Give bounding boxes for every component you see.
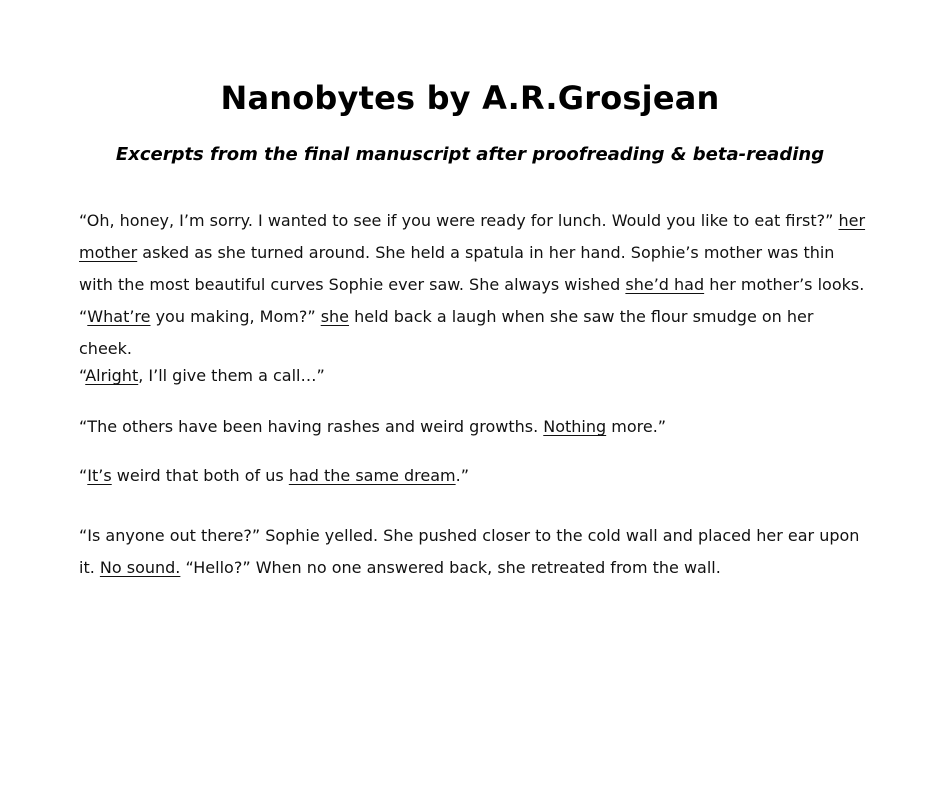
edited-phrase: her mother (79, 211, 866, 262)
edited-phrase: Nothing (543, 417, 607, 436)
excerpt-rashes (79, 411, 869, 443)
edited-phrase: she (320, 307, 350, 326)
page-title: Nanobytes by A.R.Grosjean (220, 79, 720, 117)
excerpt-text: asked as she turned around. She held a spatula in her hand. Sophie’s mother was thin with the most beautiful curves Sophie ever saw. She always wished (79, 243, 835, 294)
excerpt-text: “ (79, 366, 86, 385)
excerpt-text: “Is anyone out there?” Sophie yelled. She pushed closer to the cold wall and placed her ear upon it. (79, 526, 860, 577)
excerpt-text: , I’ll give them a call…” (138, 366, 325, 385)
excerpt-text: “Oh, honey, I’m sorry. I wanted to see if you were ready for lunch. Would you like to eat first?” (79, 211, 839, 230)
excerpt-text: more.” (606, 417, 667, 436)
edited-phrase: No sound. (99, 558, 181, 577)
excerpt-text: weird that both of us (111, 466, 289, 485)
excerpt-dream (79, 460, 869, 492)
excerpt-text: “Hello?” When no one answered back, she retreated from the wall. (180, 558, 721, 577)
excerpt-text: you making, Mom?” (150, 307, 321, 326)
excerpt-text: held back a laugh when she saw the flour smudge on her cheek. (79, 307, 814, 358)
excerpt-paragraph (79, 205, 869, 301)
excerpt-lunch (79, 205, 869, 365)
excerpt-paragraph (79, 301, 869, 365)
edited-phrase: What’re (87, 307, 151, 326)
edited-phrase: Alright (85, 366, 139, 385)
edited-phrase: It’s (87, 466, 112, 485)
page-subtitle: Excerpts from the final manuscript after proofreading & beta-reading (115, 144, 825, 165)
excerpt-call (79, 360, 869, 392)
excerpt-text: her mother’s looks. (704, 275, 865, 294)
excerpt-text: “ (79, 307, 88, 326)
excerpt-text: “ (79, 466, 88, 485)
edited-phrase: she’d had (625, 275, 705, 294)
excerpt-wall (79, 520, 869, 584)
excerpt-text: .” (455, 466, 469, 485)
edited-phrase: had the same dream (288, 466, 456, 485)
excerpt-text: “The others have been having rashes and weird growths. (79, 417, 544, 436)
